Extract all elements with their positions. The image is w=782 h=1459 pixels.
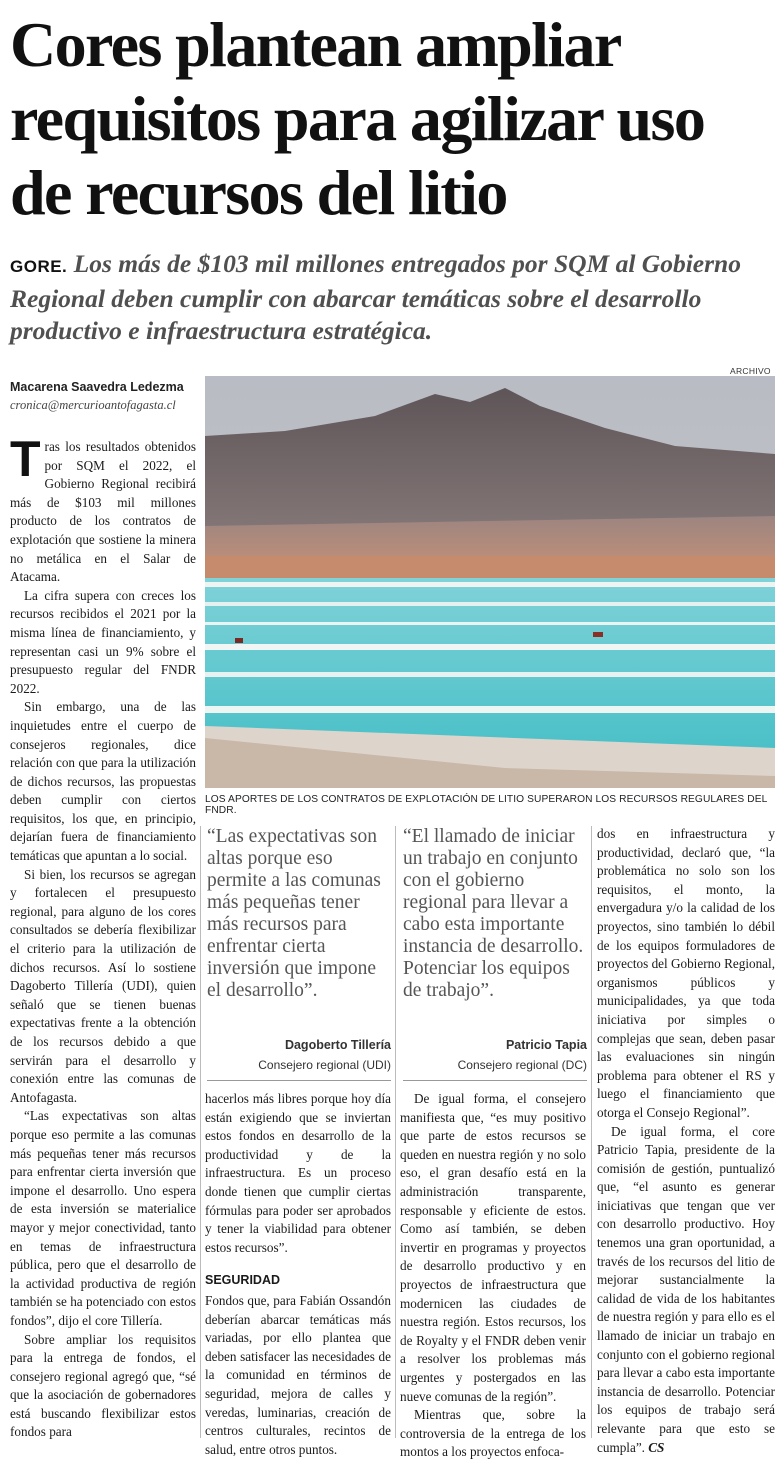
column-divider <box>591 826 592 1438</box>
paragraph: La cifra supera con creces los recursos recibidos el 2021 por la misma línea de financiamiento, y representan casi un 9% sobre el presupuesto regular del FNDR 2022. <box>10 587 196 696</box>
quote-rule <box>207 1080 391 1081</box>
end-mark: CS <box>648 1439 665 1455</box>
paragraph: Fondos que, para Fabián Ossandón deberían abarcar temáticas más variadas, por ello plantea que deben satisfacer las necesidades de la comunidad en términos de seguridad, mejora de calles y veredas, luminarias, creación de centros culturales, recintos de salud, entre otros puntos. <box>205 1292 391 1457</box>
quote-role: Consejero regional (UDI) <box>258 1058 391 1072</box>
quote-rule <box>403 1080 587 1081</box>
drop-cap: T <box>10 431 41 487</box>
column-divider <box>395 826 396 1438</box>
body-column-2 <box>205 1090 391 1459</box>
headline: Cores plantean ampliar requisitos para agilizar uso de recursos del litio <box>10 9 705 228</box>
subheading: SEGURIDAD <box>205 1273 281 1288</box>
paragraph: Si bien, los recursos se agregan y fortalecen el presupuesto regional, para alguno de los cores consultados se debería flexibilizar el criterio para la utilización de dichos recursos. Así lo sostiene Dagoberto Tillería (UDI), quien señaló que se tienen buenas expectativas frente a la obtención de los recursos debido a que servirán para el desarrollo y conexión entre las comunas de Antofagasta. <box>10 866 196 1105</box>
quote-attribution-tapia <box>403 1038 587 1072</box>
quote-role: Consejero regional (DC) <box>457 1058 587 1072</box>
quote-name: Dagoberto Tillería <box>284 1038 391 1052</box>
paragraph: Sin embargo, una de las inquietudes entre el cuerpo de consejeros regionales, dice relación con que para la utilización de dichos recursos, las propuestas deben cumplir con ciertos requisitos, los que, en principio, dejarían fuera de financiamiento temáticas que apuntan a lo social. <box>10 699 196 864</box>
body-column-3 <box>400 1090 586 1459</box>
kicker: GORE. <box>10 257 68 276</box>
body-column-1 <box>10 431 196 1442</box>
pull-quote-tapia: “El llamado de iniciar un trabajo en conjunto con el gobierno regional para llevar a cabo esta importante instancia de desarrollo. Potenciar los equipos de trabajo”. <box>403 826 584 1001</box>
body-column-4 <box>597 825 775 1457</box>
quote-name: Patricio Tapia <box>505 1038 587 1052</box>
quote-attribution-tilleria <box>207 1038 391 1072</box>
author: Macarena Saavedra Ledezma <box>10 380 184 394</box>
photo-credit: ARCHIVO <box>730 366 771 376</box>
paragraph: Mientras que, sobre la controversia de la entrega de los montos a los proyectos enfoca- <box>400 1407 586 1459</box>
deck <box>10 248 775 347</box>
column-divider <box>200 826 201 1438</box>
paragraph: Sobre ampliar los requisitos para la entrega de fondos, el consejero regional agregó que, “sé que la asociación de gobernadores está buscando flexibilizar estos fondos para <box>10 1331 196 1440</box>
paragraph: De igual forma, el consejero manifiesta que, “es muy positivo que parte de estos recursos se queden en nuestra región y no solo eso, el gran desafío está en la administración transparente, responsable y eficiente de estos. Como así también, se deben invertir en programas y proyectos de desarrollo productivo y en proyectos de infraestructura que modernicen las ciudades de nuestra región. Estos recursos, los de Royalty y el FNDR deben venir a resolver los problemas más urgentes y postergados en las nueve comunas de la región”. <box>400 1091 586 1404</box>
paragraph: Tras los resultados obtenidos por SQM el 2022, el Gobierno Regional recibirá más de $103 mil millones producto de los contratos de explotación que sostiene la minera no metálica en el Salar de Atacama. <box>10 431 196 585</box>
pull-quote-tilleria: “Las expectativas son altas porque eso permite a las comunas más pequeñas tener más recursos para enfrentar cierta inversión que impone el desarrollo”. <box>207 826 381 1001</box>
deck-text: Los más de $103 mil millones entregados por SQM al Gobierno Regional deben cumplir con abarcar temáticas sobre el desarrollo productivo e infraestructura estratégica. <box>10 249 741 345</box>
paragraph: hacerlos más libres porque hoy día están exigiendo que se inviertan estos fondos en desarrollo de la productividad y de la infraestructura. Es un proceso donde tienen que cumplir ciertas fórmulas para poder ser aprobados y tener la viabilidad para obtener estos recursos”. <box>205 1091 391 1255</box>
salar-photo <box>205 376 775 788</box>
paragraph: De igual forma, el core Patricio Tapia, presidente de la comisión de gestión, puntualizó que, “el asunto es generar iniciativas que tengan que ver con desarrollo productivo. Hoy tenemos una gran oportunidad, a través de los recursos del litio de mejorar sustancialmente la calidad de vida de los habitantes de nuestra región y para ello es el llamado de iniciar un trabajo en conjunto con el gobierno regional para llevar a cabo esta importante instancia de desarrollo. Potenciar los equipos de trabajo será relevante para que esto se cumpla”. CS <box>597 1123 775 1455</box>
photo-caption: LOS APORTES DE LOS CONTRATOS DE EXPLOTACIÓN DE LITIO SUPERARON LOS RECURSOS REGULARES DEL FNDR. <box>205 794 767 816</box>
author-email[interactable]: cronica@mercurioantofagasta.cl <box>10 398 176 412</box>
lithium-ponds-image <box>205 376 775 788</box>
paragraph: dos en infraestructura y productividad, declaró que, “la problemática no solo son los requisitos, el monto, la envergadura y/o la calidad de los proyectos, sino también lo débil de los equipos formuladores de proyectos del Gobierno Regional, organismos públicos y municipalidades, ya que toda iniciativa por simples o complejas que sean, deben pasar las evaluaciones sin ningún problema para obtener el RS y luego el financiamiento que otorga el Consejo Regional”. <box>597 826 775 1120</box>
paragraph: “Las expectativas son altas porque eso permite a las comunas más pequeñas tener más recursos para enfrentar cierta inversión que impone el desarrollo. Uno espera de esta inversión se materialice mayor y mejor conectividad, tanto en temas de infraestructura pública, pero que el desarrollo de la actividad productiva de región también se ha potenciado con estos fondos”, dijo el core Tillería. <box>10 1108 196 1328</box>
byline <box>10 380 200 413</box>
